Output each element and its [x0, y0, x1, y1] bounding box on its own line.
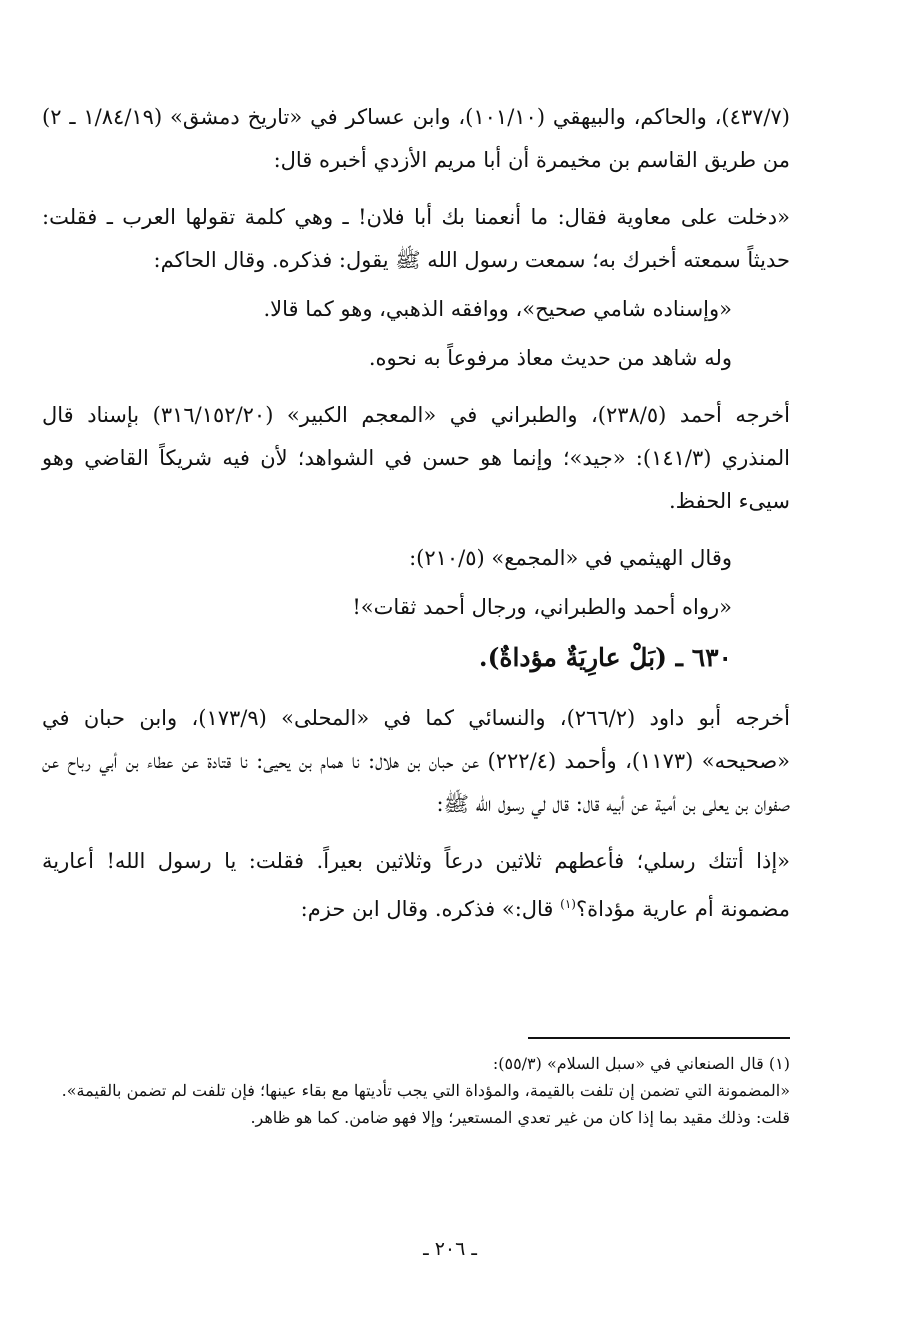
main-text: [42, 96, 790, 931]
footnote-quote: «المضمونة التي تضمن إن تلفت بالقيمة، والمؤداة التي يجب تأديتها مع بقاء عينها؛ فإن تلفت لم تضمن بالقيمة».: [61, 1081, 790, 1100]
paragraph-haythami: وقال الهيثمي في «المجمع» (٢١٠/٥):: [409, 546, 732, 570]
footnotes: [42, 1050, 790, 1131]
paragraph-haythami-quote: «رواه أحمد والطبراني، ورجال أحمد ثقات»!: [352, 595, 732, 619]
paragraph-citation: (٤٣٧/٧)، والحاكم، والبيهقي (١٠١/١٠)، وابن عساكر في «تاريخ دمشق» (١/٨٤/١٩ ـ ٢) من طريق القاسم بن مخيمرة أن أبا مريم الأزدي أخبره قال:: [42, 105, 790, 172]
paragraph-hadith-text: «دخلت على معاوية فقال: ما أنعمنا بك أبا فلان! ـ وهي كلمة تقولها العرب ـ فقلت: حديثاً سمعته أخبرك به؛ سمعت رسول الله ﷺ يقول: فذكره. وقال الحاكم:: [42, 205, 790, 272]
footnote-marker: (١): [560, 897, 576, 911]
paragraph-witness: وله شاهد من حديث معاذ مرفوعاً به نحوه.: [368, 346, 732, 370]
hadith-quote-text: «إذا أتتك رسلي؛ فأعطهم ثلاثين درعاً وثلاثين بعيراً. فقلت: يا رسول الله! أعارية مضمونة أم عارية مؤداة؟: [42, 849, 790, 921]
footnote-1: (١) قال الصنعاني في «سبل السلام» (٥٥/٣):: [492, 1054, 790, 1073]
footnote-divider: [528, 1037, 790, 1039]
hadith-quote-end: قال:» فذكره. وقال ابن حزم:: [300, 897, 561, 921]
paragraph-hakim-quote: «وإسناده شامي صحيح»، ووافقه الذهبي، وهو كما قالا.: [263, 297, 732, 321]
footnote-comment: قلت: وذلك مقيد بما إذا كان من غير تعدي المستعير؛ وإلا فهو ضامن. كما هو ظاهر.: [250, 1108, 790, 1127]
paragraph-abu-dawud: أخرجه أبو داود (٢٦٦/٢)، والنسائي كما في «المحلى» (١٧٣/٩)، وابن حبان في «صحيحه» (١١٧٣)، وأحمد (٢٢٢/٤) عن حبان بن هلال: نا همام بن يحيى: نا قتادة عن عطاء بن أبي رباح عن صفوان بن يعلى بن أمية عن أبيه قال: قال لي رسول الله ﷺ:: [42, 706, 791, 816]
paragraph-hadith-quote: [42, 840, 790, 931]
paragraph-ahmad-citation: أخرجه أحمد (٢٣٨/٥)، والطبراني في «المعجم الكبير» (٣١٦/١٥٢/٢٠) بإسناد قال المنذري (١٤١/٣): «جيد»؛ وإنما هو حسن في الشواهد؛ لأن فيه شريكاً القاضي وهو سيىء الحفظ.: [42, 403, 790, 513]
page-number: ـ ٢٠٦ ـ: [423, 1238, 477, 1260]
hadith-heading: ٦٣٠ ـ (بَلْ عارِيَةٌ مؤداةٌ).: [478, 643, 732, 672]
